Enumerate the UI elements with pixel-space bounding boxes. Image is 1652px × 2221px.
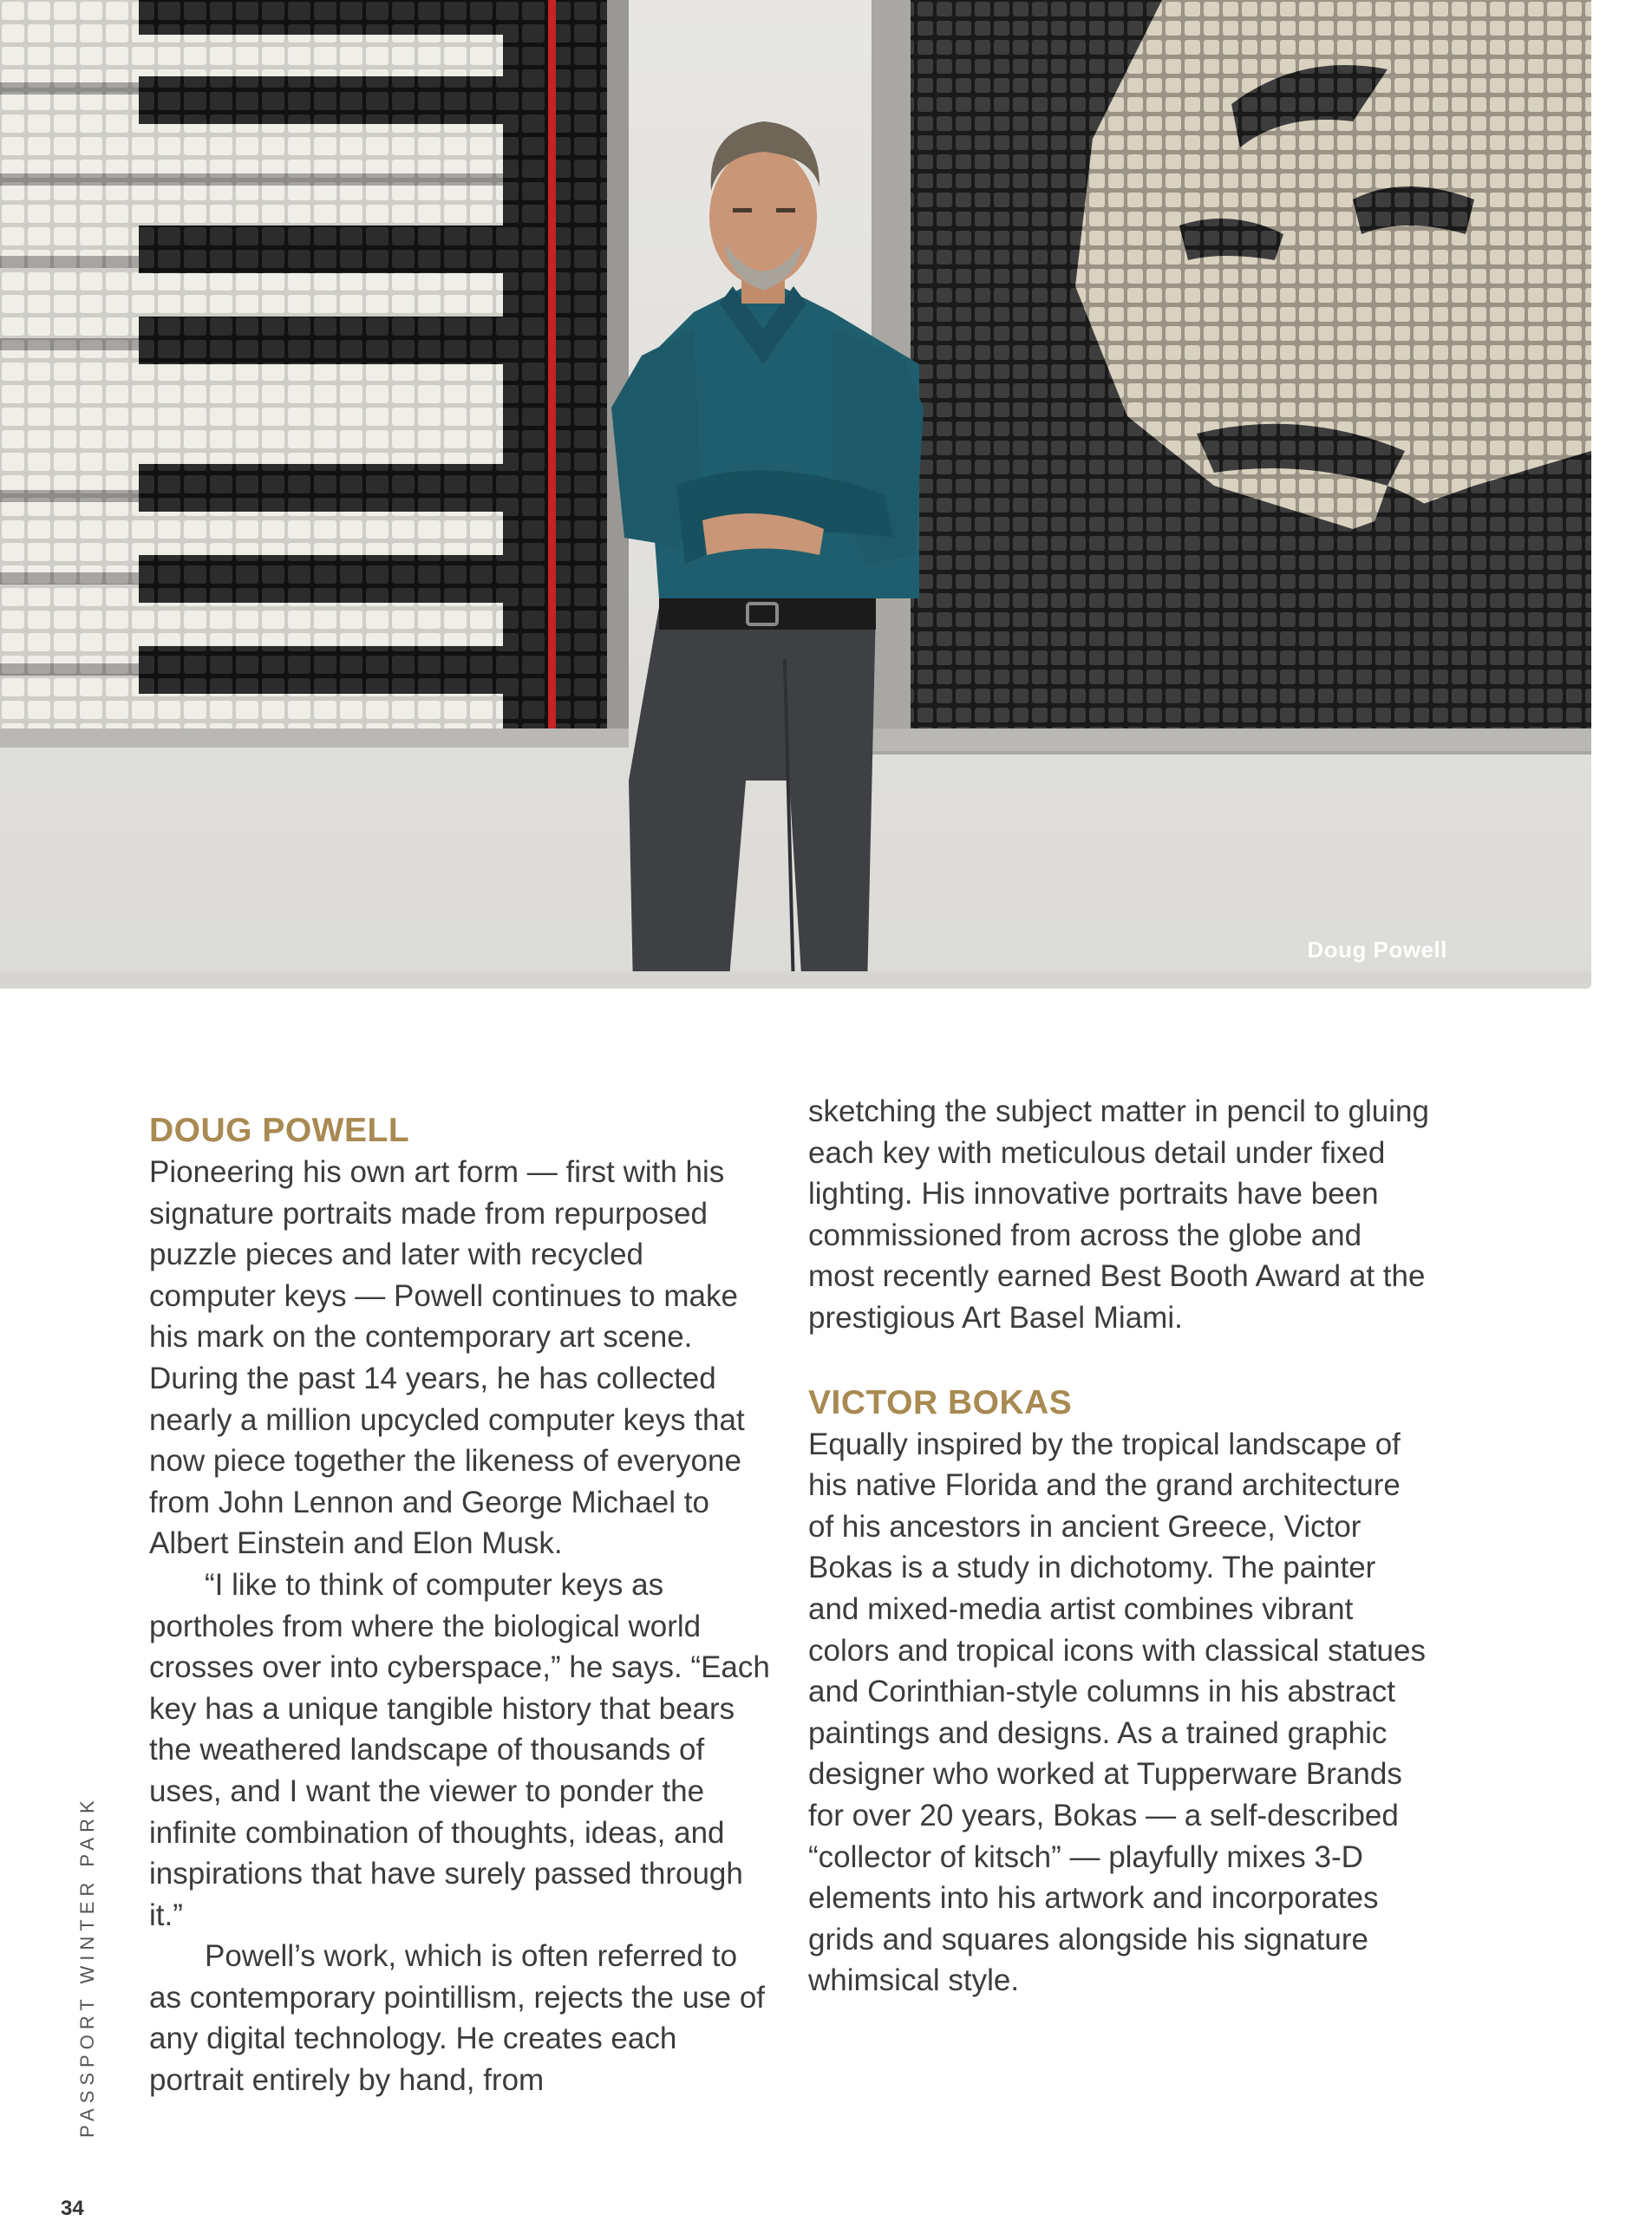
page-number: 34 bbox=[61, 2197, 84, 2220]
hero-photo bbox=[0, 0, 1591, 989]
article-column-right bbox=[808, 1091, 1433, 2002]
artist-photo-illustration bbox=[0, 0, 1591, 989]
article-paragraph: “I like to think of computer keys as portholes from where the biological world crosses over into cyberspace,” he says. “Each key has a unique tangible history that bears the weathered landscape of thousands of uses, and I want the viewer to ponder the infinite combination of thoughts, ideas, and inspirations that have surely passed through it.” bbox=[149, 1567, 770, 1932]
section-heading-doug-powell: DOUG POWELL bbox=[149, 1112, 410, 1149]
section-heading-victor-bokas: VICTOR BOKAS bbox=[808, 1383, 1073, 1421]
article-paragraph: Equally inspired by the tropical landscape of his native Florida and the grand architecture of his ancestors in ancient Greece, Victor Bokas is a study in dichotomy. The painter and mixed-media artist combines vibrant colors and tropical icons with classical statues and Corinthian-style columns in his abstract paintings and designs. As a trained graphic designer who worked at Tupperware Brands for over 20 years, Bokas — a self-described “collector of kitsch” — playfully mixes 3-D elements into his artwork and incorporates grids and squares alongside his signature whimsical style. bbox=[808, 1427, 1426, 1998]
article-column-left bbox=[149, 1110, 774, 2101]
piano-key-artwork bbox=[0, 0, 629, 748]
keyboard-portrait-artwork bbox=[872, 0, 1591, 754]
article-paragraph: Powell’s work, which is often referred to as contemporary pointillism, rejects the use of any digital technology. He creates each portrait entirely by hand, from bbox=[149, 1939, 766, 2098]
publication-name-vertical: PASSPORT WINTER PARK bbox=[76, 1795, 98, 2138]
article-paragraph: Pioneering his own art form — first with his signature portraits made from repurposed puzzle pieces and later with recycled computer keys — Powell continues to make his mark on the contemporary art scene. During the past 14 years, he has collected nearly a million upcycled computer keys that now piece together the likeness of everyone from John Lennon and George Michael to Albert Einstein and Elon Musk. bbox=[149, 1155, 745, 1561]
article-paragraph-continued: sketching the subject matter in pencil to gluing each key with meticulous detail under fixed lighting. His innovative portraits have been commissioned from across the globe and most recently earned Best Booth Award at the prestigious Art Basel Miami. bbox=[808, 1094, 1429, 1335]
photo-caption: Doug Powell bbox=[1307, 937, 1447, 963]
